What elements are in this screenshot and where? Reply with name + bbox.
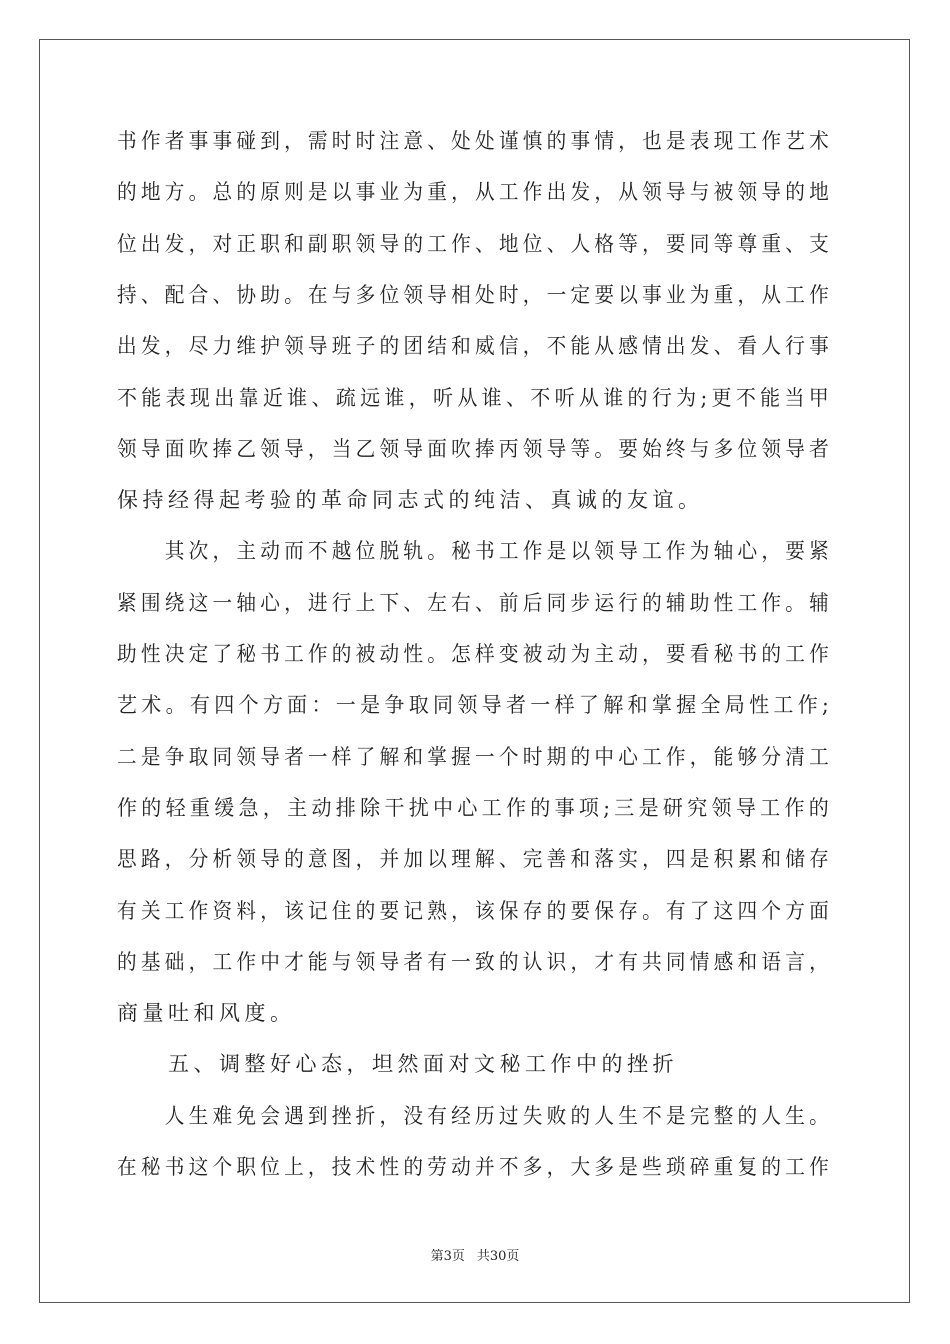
text-line: 保持经得起考验的革命同志式的纯洁、真诚的友谊。 [117,488,704,513]
text-line: 的基础，工作中才能与领导者有一致的认识，才有共同情感和语言， [117,949,833,974]
text-line: 不能表现出靠近谁、疏远谁，听从谁、不听从谁的行为;更不能当甲 [117,385,834,410]
text-line: 思路，分析领导的意图，并加以理解、完善和落实，四是积累和储存 [117,847,833,872]
text-line: 领导面吹捧乙领导，当乙领导面吹捧丙领导等。要始终与多位领导者 [117,436,833,461]
text-line: 二是争取同领导者一样了解和掌握一个时期的中心工作，能够分清工 [117,744,833,769]
page-number: 第3页 [430,1249,465,1264]
text-line: 紧围绕这一轴心，进行上下、左右、前后同步运行的辅助性工作。辅 [117,590,833,615]
text-line: 出发，尽力维护领导班子的团结和威信，不能从感情出发、看人行事 [117,334,833,359]
text-line: 商量吐和风度。 [117,1001,296,1026]
text-line: 位出发，对正职和副职领导的工作、地位、人格等，要同等尊重、支 [117,231,833,256]
paragraph-start-line: 其次，主动而不越位脱轨。秘书工作是以领导工作为轴心，要紧 [117,539,833,564]
total-pages: 共30页 [476,1249,520,1264]
text-line: 艺术。有四个方面：一是争取同领导者一样了解和掌握全局性工作; [117,693,834,718]
text-line: 持、配合、协助。在与多位领导相处时，一定要以事业为重，从工作 [117,282,833,307]
text-line: 的地方。总的原则是以事业为重，从工作出发，从领导与被领导的地 [117,180,833,205]
text-line: 有关工作资料，该记住的要记熟，该保存的要保存。有了这四个方面 [117,898,833,923]
text-line: 助性决定了秘书工作的被动性。怎样变被动为主动，要看秘书的工作 [117,642,833,666]
section-heading: 五、调整好心态，坦然面对文秘工作中的挫折 [117,1052,678,1077]
text-line: 在秘书这个职位上，技术性的劳动并不多，大多是些琐碎重复的工作 [117,1155,833,1179]
page-footer [0,1245,950,1264]
text-line: 作的轻重缓急，主动排除干扰中心工作的事项;三是研究领导工作的 [117,795,834,820]
paragraph-start-line: 人生难免会遇到挫折，没有经历过失败的人生不是完整的人生。 [117,1103,833,1128]
text-line: 书作者事事碰到，需时时注意、处处谨慎的事情，也是表现工作艺术 [117,129,833,153]
